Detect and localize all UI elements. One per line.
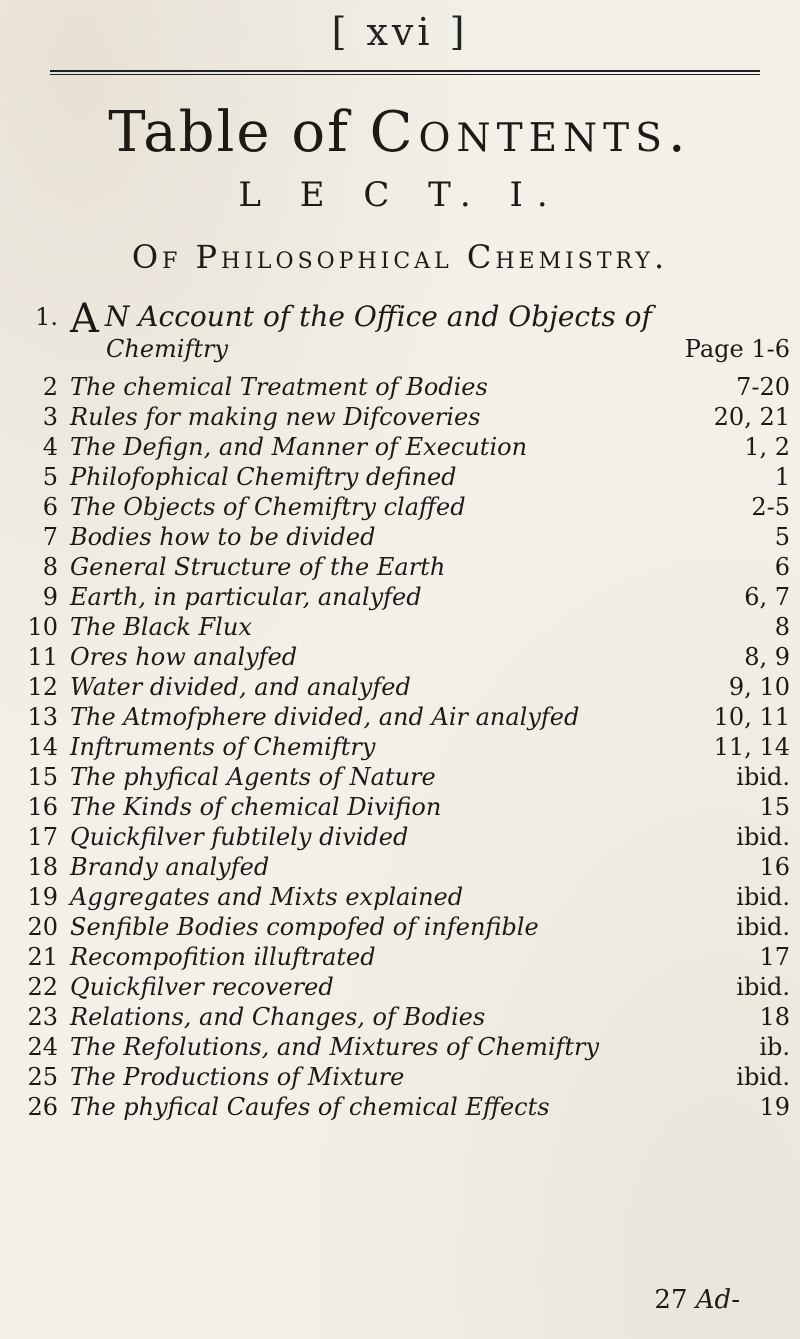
entry-page: 16 — [759, 853, 790, 881]
entry-number: 25 — [27, 1063, 58, 1091]
entry-page: 19 — [759, 1093, 790, 1121]
entry-page: ibid. — [736, 763, 790, 791]
entry-page: Page 1-6 — [684, 335, 790, 363]
entry-title: The Objects of Chemiftry claffed — [70, 493, 466, 521]
title-prefix: Table of — [108, 100, 350, 165]
contents-entry — [18, 1032, 790, 1062]
entry-title: Brandy analyfed — [70, 853, 270, 881]
contents-entry — [18, 552, 790, 582]
title-contents: Contents. — [369, 100, 692, 165]
entry-number: 23 — [27, 1003, 58, 1031]
entry-page: 7-20 — [736, 373, 790, 401]
catchword-number: 27 — [654, 1285, 688, 1315]
contents-entry — [18, 372, 790, 402]
contents-entry — [18, 882, 790, 912]
entry-title: The Atmofphere divided, and Air analyfed — [70, 703, 580, 731]
entry-page: 17 — [759, 943, 790, 971]
contents-entry — [18, 702, 790, 732]
contents-entry — [18, 732, 790, 762]
catchword — [654, 1285, 740, 1315]
page-title — [0, 100, 800, 165]
entry-title: Recompofition illuftrated — [70, 943, 376, 971]
entry-title: Water divided, and analyfed — [70, 673, 411, 701]
contents-entry — [18, 1092, 790, 1122]
entry-title: The phyfical Caufes of chemical Effects — [70, 1093, 550, 1121]
entry-page: 11, 14 — [713, 733, 790, 761]
entry-title: Bodies how to be divided — [70, 523, 376, 551]
entry-title: General Structure of the Earth — [70, 553, 446, 581]
entry-title: Quickfilver fubtilely divided — [70, 823, 409, 851]
contents-entry — [18, 642, 790, 672]
entry-page: 10, 11 — [713, 703, 790, 731]
section-subtitle: Of Philosophical Chemistry. — [131, 238, 669, 276]
entry-page: 20, 21 — [713, 403, 790, 431]
entry-number: 2 — [42, 373, 58, 401]
entry-page: 18 — [759, 1003, 790, 1031]
contents-entry — [18, 522, 790, 552]
entry-number: 21 — [27, 943, 58, 971]
contents-entry — [18, 612, 790, 642]
catchword-text: Ad- — [695, 1285, 740, 1315]
entry-page: ibid. — [736, 973, 790, 1001]
entry-number: 17 — [27, 823, 58, 851]
entry-number: 13 — [27, 703, 58, 731]
entry-number: 15 — [27, 763, 58, 791]
entry-number: 22 — [27, 973, 58, 1001]
entry-number: 1. — [35, 303, 58, 331]
entry-number: 20 — [27, 913, 58, 941]
entry-page: 8, 9 — [744, 643, 790, 671]
entry-page: ibid. — [736, 913, 790, 941]
entry-title: Ores how analyfed — [70, 643, 298, 671]
entry-title: Quickfilver recovered — [70, 973, 334, 1001]
contents-entry — [18, 1002, 790, 1032]
entry-title: The Defign, and Manner of Execution — [70, 433, 528, 461]
entry-page: 15 — [759, 793, 790, 821]
contents-entry — [18, 1062, 790, 1092]
entry-title: Senfible Bodies compofed of infenfible — [70, 913, 539, 941]
entry-page: ibid. — [736, 883, 790, 911]
entry-title: Rules for making new Difcoveries — [70, 403, 481, 431]
entry-number: 16 — [27, 793, 58, 821]
entry-title-line1: N Account of the Office and Objects of — [104, 300, 652, 333]
entry-number: 5 — [42, 463, 58, 491]
contents-entry — [18, 762, 790, 792]
entry-page: 1 — [774, 463, 790, 491]
contents-entries — [18, 372, 790, 1122]
entry-title-line2: Chemiftry — [106, 335, 229, 363]
entry-title: Philofophical Chemiftry defined — [70, 463, 457, 491]
lecture-heading: L E C T. I. — [238, 175, 562, 215]
entry-title: The Kinds of chemical Divifion — [70, 793, 442, 821]
entry-number: 19 — [27, 883, 58, 911]
entry-page: ibid. — [736, 1063, 790, 1091]
contents-entry — [18, 942, 790, 972]
entry-title: Aggregates and Mixts explained — [70, 883, 464, 911]
entry-title: The phyfical Agents of Nature — [70, 763, 436, 791]
entry-title: The chemical Treatment of Bodies — [70, 373, 488, 401]
contents-entry — [18, 582, 790, 612]
header-rule-thin — [50, 74, 760, 75]
entry-number: 4 — [42, 433, 58, 461]
contents-entry — [18, 792, 790, 822]
entry-number: 9 — [42, 583, 58, 611]
entry-number: 26 — [27, 1093, 58, 1121]
entry-page: 6 — [774, 553, 790, 581]
contents-entry — [18, 296, 790, 372]
entry-number: 10 — [27, 613, 58, 641]
contents-list — [18, 296, 790, 1122]
contents-entry — [18, 912, 790, 942]
entry-page: ibid. — [736, 823, 790, 851]
entry-title: Inftruments of Chemiftry — [70, 733, 376, 761]
header-rule — [50, 70, 760, 72]
entry-number: 3 — [42, 403, 58, 431]
contents-entry — [18, 672, 790, 702]
entry-number: 11 — [27, 643, 58, 671]
entry-title — [70, 296, 652, 342]
entry-number: 6 — [42, 493, 58, 521]
entry-number: 7 — [42, 523, 58, 551]
entry-page: 1, 2 — [744, 433, 790, 461]
contents-entry — [18, 972, 790, 1002]
contents-entry — [18, 462, 790, 492]
entry-title: The Refolutions, and Mixtures of Chemiftry — [70, 1033, 600, 1061]
entry-page: 5 — [774, 523, 790, 551]
entry-page: 8 — [774, 613, 790, 641]
contents-entry — [18, 432, 790, 462]
entry-number: 14 — [27, 733, 58, 761]
entry-title: The Productions of Mixture — [70, 1063, 405, 1091]
contents-entry — [18, 822, 790, 852]
contents-entry — [18, 492, 790, 522]
entry-title: The Black Flux — [70, 613, 252, 641]
entry-page: ib. — [759, 1033, 790, 1061]
entry-number: 24 — [27, 1033, 58, 1061]
entry-number: 8 — [42, 553, 58, 581]
drop-cap: A — [70, 296, 99, 342]
contents-entry — [18, 402, 790, 432]
entry-title: Relations, and Changes, of Bodies — [70, 1003, 486, 1031]
entry-title: Earth, in particular, analyfed — [70, 583, 422, 611]
entry-page: 2-5 — [751, 493, 790, 521]
entry-number: 18 — [27, 853, 58, 881]
page-folio: [ xvi ] — [331, 10, 469, 54]
entry-page: 9, 10 — [728, 673, 790, 701]
entry-number: 12 — [27, 673, 58, 701]
entry-page: 6, 7 — [744, 583, 790, 611]
contents-entry — [18, 852, 790, 882]
